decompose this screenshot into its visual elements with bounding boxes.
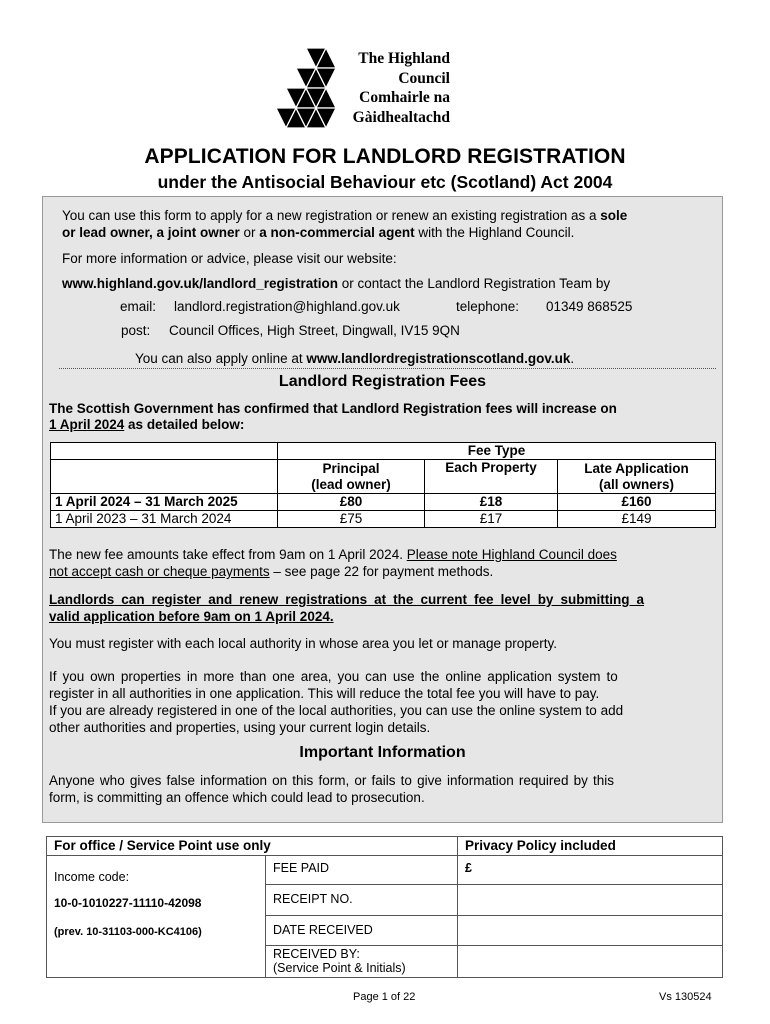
online-end: . (570, 351, 575, 366)
website-line (62, 275, 610, 292)
effect-line-2 (49, 563, 493, 580)
current-fee-line-2: valid application before 9am on 1 April 2024. (49, 609, 334, 624)
intro-bold-agent: a non-commercial agent (259, 225, 415, 240)
date-received-label: DATE RECEIVED (266, 916, 458, 946)
income-code-cell (47, 856, 266, 978)
table-row (51, 511, 716, 528)
period-cell: 1 April 2024 – 31 March 2025 (51, 494, 278, 511)
table-column-header-row (51, 460, 716, 494)
each-property-header: Each Property (425, 460, 558, 494)
previous-income-code: (prev. 10-31103-000-KC4106) (54, 926, 202, 938)
page-number: Page 1 of 22 (353, 991, 416, 1003)
effect-line-1 (49, 546, 617, 563)
contact-text: or contact the Landlord Registration Team by (338, 276, 611, 291)
logo-line-1: The Highland (358, 50, 450, 67)
important-title: Important Information (299, 744, 466, 761)
table-header-row (51, 443, 716, 460)
each-property-fee-cell: £17 (425, 511, 558, 528)
multi-area-line-1: If you own properties in more than one area, you can use the online application system to (49, 669, 618, 684)
principal-header (278, 460, 425, 494)
fees-announcement-2 (49, 416, 244, 433)
intro-bold-sole: sole (600, 208, 628, 223)
office-header-row (47, 837, 723, 856)
principal-fee-cell: £80 (278, 494, 425, 511)
intro-end: with the Highland Council. (414, 225, 575, 240)
telephone-label: telephone: (456, 299, 520, 314)
logo-line-4: Gàidhealtachd (352, 108, 450, 126)
late-header-line-2: (all owners) (598, 476, 674, 492)
principal-header-line-2: (lead owner) (311, 476, 391, 492)
triangle-emblem-icon (268, 48, 348, 134)
principal-header-line-1: Principal (322, 460, 380, 476)
received-by-line-2: (Service Point & Initials) (273, 961, 406, 975)
income-code-value: 10-0-1010227-11110-42098 (54, 896, 202, 910)
telephone-number: 01349 868525 (546, 299, 633, 314)
multi-area-line-2: register in all authorities in one application. This will reduce the total fee you will have to pay. (49, 686, 600, 701)
fee-paid-label: FEE PAID (266, 856, 458, 885)
office-row (47, 856, 723, 885)
each-property-fee-cell: £18 (425, 494, 558, 511)
section-divider (59, 368, 716, 369)
office-use-table (46, 836, 723, 978)
late-application-header (558, 460, 716, 494)
logo-line-3: Comhairle na (359, 89, 450, 106)
intro-bold-owner: or lead owner, a joint owner (62, 225, 240, 240)
multi-area-line-3: If you are already registered in one of the local authorities, you can use the online system to add (49, 703, 624, 718)
receipt-number-label: RECEIPT NO. (266, 885, 458, 916)
announcement-date: 1 April 2024 (49, 417, 125, 432)
period-cell: 1 April 2023 – 31 March 2024 (51, 511, 278, 528)
announcement-end: as detailed below: (124, 417, 245, 432)
late-fee-cell: £160 (558, 494, 716, 511)
payment-methods-text: – see page 22 for payment methods. (269, 564, 494, 579)
fee-type-header: Fee Type (278, 443, 716, 460)
date-received-field[interactable] (458, 916, 723, 946)
page-subtitle: under the Antisocial Behaviour etc (Scotland) Act 2004 (157, 172, 613, 192)
post-address: Council Offices, High Street, Dingwall, IV15 9QN (169, 323, 460, 338)
intro-line-2 (62, 224, 574, 241)
important-text-1: Anyone who gives false information on this form, or fails to give information required by this (49, 773, 615, 788)
intro-or: or (239, 225, 260, 240)
important-text-2: form, is committing an offence which could lead to prosecution. (49, 790, 425, 805)
privacy-policy-header: Privacy Policy included (458, 837, 723, 856)
payment-note-1: Please note Highland Council does (406, 547, 617, 562)
online-line (135, 350, 574, 367)
late-fee-cell: £149 (558, 511, 716, 528)
version-number: Vs 130524 (659, 991, 712, 1003)
payment-note-2: not accept cash or cheque payments (49, 564, 270, 579)
intro-text: You can use this form to apply for a new registration or renew an existing registration as a (62, 208, 601, 223)
fees-table (50, 442, 716, 528)
late-header-line-1: Late Application (584, 460, 689, 476)
website-link[interactable]: www.highland.gov.uk/landlord_registration (62, 276, 339, 291)
principal-fee-cell: £75 (278, 511, 425, 528)
email-label: email: (120, 299, 157, 314)
table-empty-cell (51, 443, 278, 460)
online-text: You can also apply online at (135, 351, 307, 366)
online-link[interactable]: www.landlordregistrationscotland.gov.uk (306, 351, 571, 366)
email-link[interactable]: landlord.registration@highland.gov.uk (174, 299, 400, 314)
multi-area-line-4: other authorities and properties, using your current login details. (49, 720, 431, 735)
receipt-number-field[interactable] (458, 885, 723, 916)
post-label: post: (121, 323, 151, 338)
fees-title: Landlord Registration Fees (278, 373, 487, 390)
office-use-header: For office / Service Point use only (47, 837, 458, 856)
information-panel (42, 196, 723, 823)
received-by-line-1: RECEIVED BY: (273, 947, 360, 961)
received-by-label (266, 946, 458, 978)
highland-council-logo (268, 48, 468, 136)
more-info-text: For more information or advice, please visit our website: (62, 251, 397, 266)
each-authority-text: You must register with each local authority in whose area you let or manage property. (49, 636, 558, 651)
fee-paid-field[interactable]: £ (458, 856, 723, 885)
income-code-label: Income code: (54, 870, 130, 884)
intro-line-1 (62, 207, 627, 224)
page-title: APPLICATION FOR LANDLORD REGISTRATION (144, 145, 626, 168)
table-empty-cell (51, 460, 278, 494)
fees-announcement-1: The Scottish Government has confirmed that Landlord Registration fees will increase on (49, 401, 617, 416)
table-row (51, 494, 716, 511)
logo-wordmark (340, 49, 450, 127)
logo-line-2: Council (398, 69, 450, 87)
received-by-field[interactable] (458, 946, 723, 978)
current-fee-line-1: Landlords can register and renew registrations at the current fee level by submitting a (49, 592, 645, 607)
effect-text: The new fee amounts take effect from 9am on 1 April 2024. (49, 547, 407, 562)
